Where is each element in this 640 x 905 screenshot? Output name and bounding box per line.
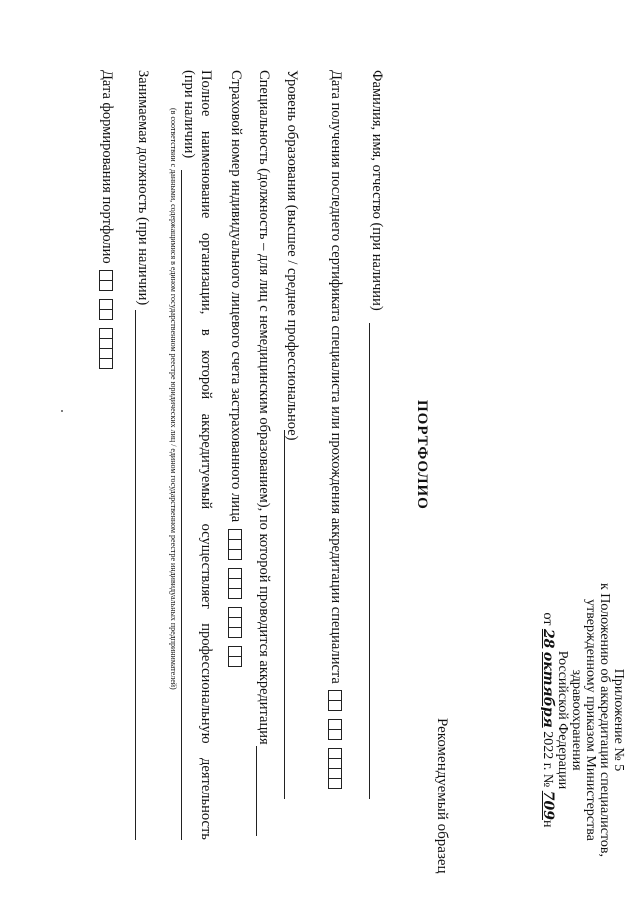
portfolio-date-field xyxy=(98,70,115,369)
snils-label: Страховой номер индивидуального лицевого счета застрахованного лица xyxy=(228,70,244,523)
certificate-date-field xyxy=(327,70,344,789)
order-year: 2022 г. № xyxy=(540,731,555,788)
certificate-day-boxes[interactable] xyxy=(328,691,342,711)
education-level-line[interactable] xyxy=(284,430,285,799)
portfolio-year-boxes[interactable] xyxy=(99,329,113,369)
certificate-month-boxes[interactable] xyxy=(328,720,342,740)
specialty-line[interactable] xyxy=(256,746,257,836)
organization-word: аккредитуемый xyxy=(198,413,214,510)
order-month: октября xyxy=(540,651,556,728)
certificate-date-label: Дата получения последнего сертификата специалиста или прохождения аккредитации специалиста xyxy=(328,70,344,684)
order-prefix: от xyxy=(540,612,555,626)
organization-word: Полное xyxy=(198,70,214,117)
education-level-label: Уровень образования (высшее / среднее профессиональное) xyxy=(284,70,300,441)
full-name-line[interactable] xyxy=(369,323,370,799)
appendix-line: здравоохранения xyxy=(569,669,584,771)
portfolio-date-label: Дата формирования портфолио xyxy=(99,70,115,264)
order-number: 709 xyxy=(540,790,556,820)
organization-suffix: (при наличии) xyxy=(181,70,197,159)
order-day: 28 xyxy=(540,628,556,649)
appendix-line: Приложение № 5 xyxy=(611,668,626,772)
appendix-line: Российской Федерации xyxy=(555,650,570,790)
position-line[interactable] xyxy=(135,310,136,840)
appendix-line: к Положению об аккредитации специалистов, xyxy=(597,582,612,858)
appendix-header xyxy=(540,555,625,885)
page-title: ПОРТФОЛИО xyxy=(414,400,430,510)
organization-word: которой xyxy=(198,350,214,400)
portfolio-month-boxes[interactable] xyxy=(99,300,113,320)
scan-speck xyxy=(61,410,63,412)
position-label: Занимаемая должность (при наличии) xyxy=(135,70,151,306)
snils-boxes-4[interactable] xyxy=(228,647,242,667)
certificate-year-boxes[interactable] xyxy=(328,749,342,789)
snils-field xyxy=(227,70,244,667)
organization-word: осуществляет xyxy=(198,523,214,609)
specialty-label: Специальность (должность – для лиц с немедицинским образованием), по которой проводится аккредитация xyxy=(256,70,272,745)
snils-boxes-2[interactable] xyxy=(228,569,242,599)
organization-line[interactable] xyxy=(181,170,182,840)
full-name-label: Фамилия, имя, отчество (при наличии) xyxy=(369,70,385,311)
order-suffix: н xyxy=(540,820,555,828)
appendix-line: утвержденному приказом Министерства xyxy=(583,599,598,841)
organization-note: (в соответствии с данными, содержащимися в едином государственном реестре юридических лиц / едином государственном реестре индивидуальных предпринимателей) xyxy=(169,108,178,690)
recommended-sample-label: Рекомендуемый образец xyxy=(434,718,450,874)
organization-label xyxy=(197,70,214,840)
organization-word: деятельность xyxy=(198,758,214,840)
portfolio-day-boxes[interactable] xyxy=(99,271,113,291)
organization-word: организации, xyxy=(198,232,214,315)
organization-word: профессиональную xyxy=(198,623,214,744)
snils-boxes-1[interactable] xyxy=(228,530,242,560)
order-reference xyxy=(540,555,555,885)
organization-word: в xyxy=(198,328,214,336)
organization-word: наименование xyxy=(198,130,214,219)
snils-boxes-3[interactable] xyxy=(228,608,242,638)
